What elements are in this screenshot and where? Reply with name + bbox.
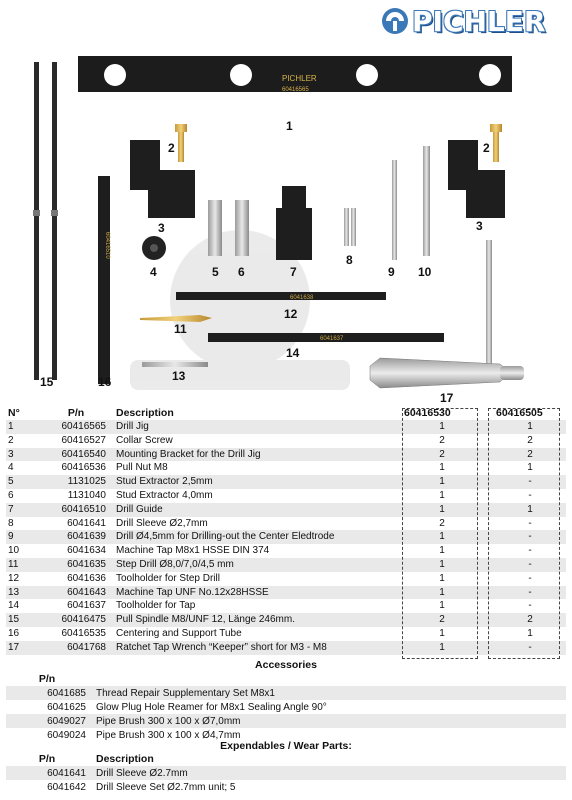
parts-table-body <box>6 420 566 655</box>
cell-no: 9 <box>6 530 44 544</box>
cell-gap <box>482 461 494 475</box>
cell-description: Collar Screw <box>114 434 402 448</box>
parts-table-header <box>6 406 566 420</box>
cell-gap <box>482 489 494 503</box>
drill-guide <box>282 186 306 210</box>
cell-kit-2-qty: - <box>494 544 566 558</box>
cell-description: Drill Ø4,5mm for Drilling-out the Center Eledtrode <box>114 530 402 544</box>
cell-kit-2-qty: - <box>494 586 566 600</box>
cell-gap <box>482 530 494 544</box>
table-row <box>6 448 566 462</box>
cell-kit-1-qty: 1 <box>402 489 482 503</box>
jig-label: 60416565 <box>282 87 309 93</box>
list-item <box>6 714 566 728</box>
cell-gap <box>482 475 494 489</box>
cell-kit-1-qty: 1 <box>402 627 482 641</box>
cell-pn: 60416475 <box>44 613 114 627</box>
cell-kit-2-qty: - <box>494 599 566 613</box>
cell-kit-1-qty: 1 <box>402 503 482 517</box>
toolholder-step-drill <box>176 292 386 300</box>
acc-pn: 6041625 <box>6 700 94 714</box>
header-pn: P/n <box>67 407 85 419</box>
cell-pn: 60416540 <box>44 448 114 462</box>
cell-kit-1-qty: 1 <box>402 475 482 489</box>
expendables-title: Expendables / Wear Parts: <box>220 740 352 752</box>
expendables-table <box>6 752 566 794</box>
cell-description: Machine Tap UNF No.12x28HSSE <box>114 586 402 600</box>
stud-extractor-1 <box>208 200 222 256</box>
acc-header-pn: P/n <box>38 673 56 685</box>
cell-no: 3 <box>6 448 44 462</box>
callout-5: 5 <box>212 265 219 279</box>
machine-tap-m8 <box>423 146 430 256</box>
cell-kit-1-qty: 1 <box>402 599 482 613</box>
callout-12: 12 <box>284 307 298 321</box>
accessories-header <box>6 672 566 686</box>
cell-pn: 60416536 <box>44 461 114 475</box>
table-row <box>6 475 566 489</box>
spindle-label: 6041638 <box>290 295 314 301</box>
cell-kit-2-qty: - <box>494 641 566 655</box>
table-row <box>6 461 566 475</box>
callout-1: 1 <box>286 119 293 133</box>
callout-7: 7 <box>290 265 297 279</box>
cell-kit-2-qty: 1 <box>494 627 566 641</box>
acc-pn: 6041685 <box>6 686 94 700</box>
cell-kit-2-qty: - <box>494 517 566 531</box>
callout-15: 15 <box>40 375 54 389</box>
list-item <box>6 700 566 714</box>
pull-spindle-2 <box>52 62 57 380</box>
cell-description: Ratchet Tap Wrench “Keeper” short for M3 - M8 <box>114 641 402 655</box>
exp-header-pn: P/n <box>38 753 56 765</box>
callout-3a: 3 <box>158 221 165 235</box>
cell-pn: 60416527 <box>44 434 114 448</box>
callout-8: 8 <box>346 253 353 267</box>
table-row <box>6 599 566 613</box>
cell-description: Stud Extractor 4,0mm <box>114 489 402 503</box>
acc-pn: 6049027 <box>6 714 94 728</box>
drill-jig <box>78 56 512 93</box>
cell-kit-2-qty: - <box>494 475 566 489</box>
callout-16: 16 <box>98 375 112 389</box>
exp-description: Drill Sleeve Set Ø2.7mm unit; 5 <box>94 780 566 794</box>
cell-description: Step Drill Ø8,0/7,0/4,5 mm <box>114 558 402 572</box>
cell-kit-1-qty: 1 <box>402 586 482 600</box>
cell-kit-1-qty: 1 <box>402 544 482 558</box>
drill-4-5 <box>392 160 397 260</box>
table-row <box>6 586 566 600</box>
callout-13: 13 <box>172 369 186 383</box>
cell-description: Toolholder for Step Drill <box>114 572 402 586</box>
cell-no: 6 <box>6 489 44 503</box>
cell-no: 13 <box>6 586 44 600</box>
cell-kit-1-qty: 1 <box>402 558 482 572</box>
collar-screw-left <box>175 124 187 162</box>
cell-no: 8 <box>6 517 44 531</box>
callout-11: 11 <box>174 322 187 336</box>
machine-tap-unf <box>142 362 208 367</box>
cell-pn: 60416535 <box>44 627 114 641</box>
callout-10: 10 <box>418 265 432 279</box>
table-row <box>6 530 566 544</box>
table-row <box>6 627 566 641</box>
accessories-title: Accessories <box>255 659 317 671</box>
cell-pn: 1131040 <box>44 489 114 503</box>
acc-description: Glow Plug Hole Reamer for M8x1 Sealing Angle 90° <box>94 700 566 714</box>
tap-holder-label: 6041637 <box>320 336 344 342</box>
cell-no: 14 <box>6 599 44 613</box>
cell-kit-2-qty: 2 <box>494 434 566 448</box>
cell-kit-1-qty: 2 <box>402 613 482 627</box>
mounting-bracket-left <box>130 140 195 218</box>
cell-gap <box>482 599 494 613</box>
list-item <box>6 766 566 780</box>
cell-description: Mounting Bracket for the Drill Jig <box>114 448 402 462</box>
table-row <box>6 503 566 517</box>
cell-no: 17 <box>6 641 44 655</box>
cell-no: 16 <box>6 627 44 641</box>
cell-kit-2-qty: 1 <box>494 503 566 517</box>
callout-14: 14 <box>286 346 300 360</box>
cell-kit-2-qty: 1 <box>494 420 566 434</box>
header-kit-1: 60416530 <box>404 407 451 419</box>
acc-pn: 6049024 <box>6 728 94 742</box>
cell-description: Pull Spindle M8/UNF 12, Länge 246mm. <box>114 613 402 627</box>
cell-pn: 6041634 <box>44 544 114 558</box>
cell-pn: 6041641 <box>44 517 114 531</box>
cell-description: Toolholder for Tap <box>114 599 402 613</box>
callout-4: 4 <box>150 265 157 279</box>
pull-spindle-1 <box>34 62 39 380</box>
callout-2a: 2 <box>168 141 175 155</box>
cell-gap <box>482 448 494 462</box>
cell-pn: 6041637 <box>44 599 114 613</box>
cell-no: 7 <box>6 503 44 517</box>
brand-name: PICHLER <box>412 4 546 38</box>
expendables-header <box>6 752 566 766</box>
acc-description: Pipe Brush 300 x 100 x Ø7,0mm <box>94 714 566 728</box>
cell-description: Drill Jig <box>114 420 402 434</box>
table-row <box>6 489 566 503</box>
cell-no: 15 <box>6 613 44 627</box>
callout-6: 6 <box>238 265 245 279</box>
exp-pn: 6041642 <box>6 780 94 794</box>
cell-gap <box>482 613 494 627</box>
parts-table-wrap <box>6 406 566 655</box>
header-description: Description <box>116 407 174 419</box>
table-row <box>6 572 566 586</box>
cell-pn: 6041639 <box>44 530 114 544</box>
expendables-body <box>6 766 566 794</box>
cell-kit-2-qty: - <box>494 558 566 572</box>
acc-description: Pipe Brush 300 x 100 x Ø4,7mm <box>94 728 566 742</box>
cell-description: Stud Extractor 2,5mm <box>114 475 402 489</box>
cell-description: Centering and Support Tube <box>114 627 402 641</box>
centering-tube <box>98 176 110 384</box>
tube-label: 60416510 <box>104 232 110 259</box>
cell-kit-1-qty: 1 <box>402 530 482 544</box>
cell-pn: 6041768 <box>44 641 114 655</box>
header-kit-2: 60416505 <box>496 407 543 419</box>
callout-3b: 3 <box>476 219 483 233</box>
cell-pn: 60416510 <box>44 503 114 517</box>
exp-description: Drill Sleeve Ø2.7mm <box>94 766 566 780</box>
collar-screw-right <box>490 124 502 162</box>
cell-gap <box>482 544 494 558</box>
cell-description: Pull Nut M8 <box>114 461 402 475</box>
cell-no: 2 <box>6 434 44 448</box>
jig-brand: PICHLER <box>282 74 317 83</box>
stud-extractor-2 <box>235 200 249 256</box>
table-row <box>6 434 566 448</box>
table-row <box>6 420 566 434</box>
cell-no: 12 <box>6 572 44 586</box>
header-no: N° <box>8 407 20 419</box>
cell-kit-2-qty: - <box>494 530 566 544</box>
cell-kit-2-qty: 1 <box>494 461 566 475</box>
cell-kit-2-qty: - <box>494 572 566 586</box>
list-item <box>6 686 566 700</box>
cell-gap <box>482 503 494 517</box>
cell-no: 11 <box>6 558 44 572</box>
cell-pn: 6041635 <box>44 558 114 572</box>
cell-pn: 60416565 <box>44 420 114 434</box>
cell-gap <box>482 558 494 572</box>
accessories-table <box>6 672 566 742</box>
drill-sleeve-1 <box>344 208 349 246</box>
callout-17: 17 <box>440 391 454 404</box>
cell-kit-1-qty: 2 <box>402 434 482 448</box>
callout-9: 9 <box>388 265 395 279</box>
cell-no: 4 <box>6 461 44 475</box>
table-row <box>6 613 566 627</box>
cell-no: 5 <box>6 475 44 489</box>
cell-gap <box>482 641 494 655</box>
cell-kit-1-qty: 2 <box>402 517 482 531</box>
cell-gap <box>482 517 494 531</box>
callout-2b: 2 <box>483 141 490 155</box>
cell-gap <box>482 420 494 434</box>
cell-no: 1 <box>6 420 44 434</box>
cell-gap <box>482 572 494 586</box>
list-item <box>6 780 566 794</box>
parts-table <box>6 406 566 655</box>
table-row <box>6 558 566 572</box>
cell-kit-1-qty: 1 <box>402 420 482 434</box>
cell-kit-1-qty: 2 <box>402 448 482 462</box>
cell-pn: 1131025 <box>44 475 114 489</box>
cell-kit-1-qty: 1 <box>402 641 482 655</box>
cell-kit-2-qty: 2 <box>494 613 566 627</box>
cell-kit-2-qty: 2 <box>494 448 566 462</box>
cell-kit-1-qty: 1 <box>402 461 482 475</box>
accessories-body <box>6 686 566 742</box>
cell-gap <box>482 586 494 600</box>
acc-description: Thread Repair Supplementary Set M8x1 <box>94 686 566 700</box>
cell-pn: 6041636 <box>44 572 114 586</box>
cell-gap <box>482 434 494 448</box>
ratchet-tap-wrench <box>370 240 524 388</box>
table-row <box>6 517 566 531</box>
cell-pn: 6041643 <box>44 586 114 600</box>
cell-gap <box>482 627 494 641</box>
exp-header-description: Description <box>96 753 154 765</box>
cell-description: Drill Sleeve Ø2,7mm <box>114 517 402 531</box>
cell-description: Drill Guide <box>114 503 402 517</box>
drill-sleeve-2 <box>351 208 356 246</box>
cell-kit-1-qty: 1 <box>402 572 482 586</box>
table-row <box>6 641 566 655</box>
cell-kit-2-qty: - <box>494 489 566 503</box>
table-row <box>6 544 566 558</box>
cell-no: 10 <box>6 544 44 558</box>
cell-description: Machine Tap M8x1 HSSE DIN 374 <box>114 544 402 558</box>
exp-pn: 6041641 <box>6 766 94 780</box>
